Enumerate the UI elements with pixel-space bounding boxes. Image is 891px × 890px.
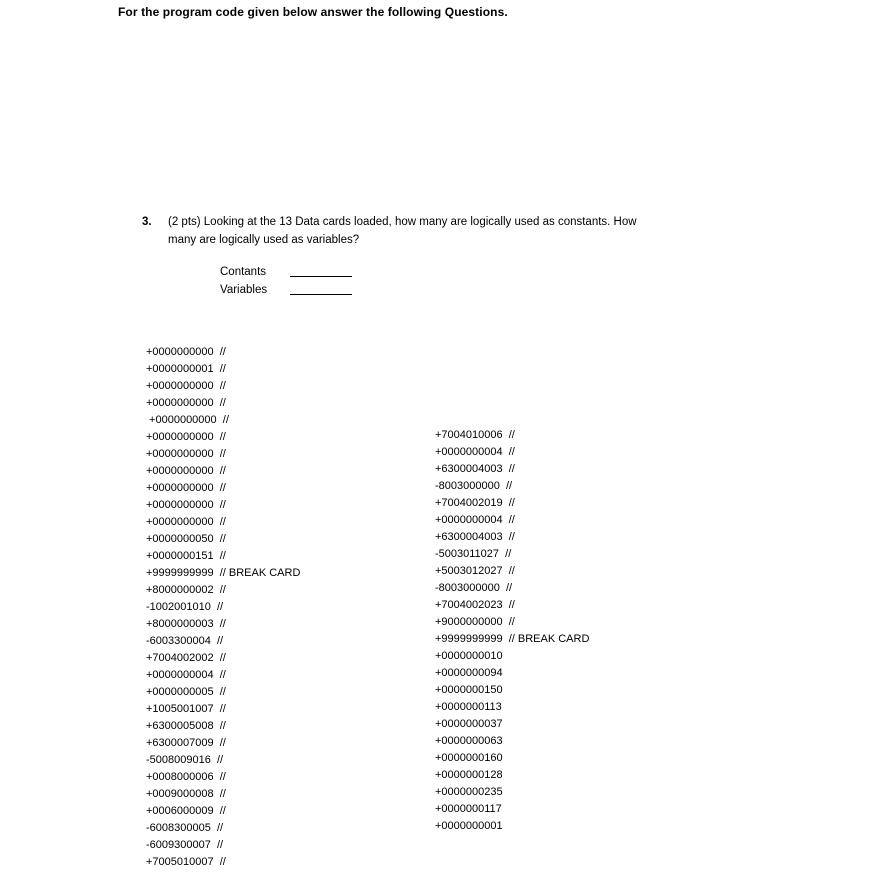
right-card-deck [435, 427, 589, 835]
data-card: +7005010007 // [146, 856, 226, 868]
page-heading: For the program code given below answer the following Questions. [118, 5, 508, 19]
data-card: +0000000004 // [146, 669, 226, 681]
data-card: +8000000003 // [146, 618, 226, 630]
data-card: +0008000006 // [146, 771, 226, 783]
data-card: +0000000005 // [146, 686, 226, 698]
data-card: -6009300007 // [146, 839, 224, 851]
data-card: +8000000002 // [146, 584, 226, 596]
data-card: +7004002019 // [435, 497, 515, 509]
data-card: +0000000004 // [435, 514, 515, 526]
variables-label: Variables [220, 284, 268, 296]
question-text-1: (2 pts) Looking at the 13 Data cards loaded, how many are logically used as constants. How [168, 216, 637, 228]
data-card: +0000000050 // [146, 533, 226, 545]
data-card: +0000000000 // [146, 397, 226, 409]
constants-blank[interactable] [290, 276, 352, 277]
data-card: +7004002002 // [146, 652, 226, 664]
data-card: +6300007009 // [146, 737, 226, 749]
data-card: +0000000001 [435, 820, 503, 832]
data-card: +0006000009 // [146, 805, 226, 817]
data-card: +5003012027 // [435, 565, 515, 577]
break-card: +9999999999 // BREAK CARD [146, 567, 301, 579]
data-card: +1005001007 // [146, 703, 226, 715]
data-card: +0000000063 [435, 735, 503, 747]
data-card: +0000000000 // [146, 465, 226, 477]
data-card: +0000000004 // [435, 446, 515, 458]
data-card: -6003300004 // [146, 635, 224, 647]
data-card: +0000000000 // [146, 448, 226, 460]
left-card-deck [146, 344, 300, 871]
data-card: +0000000160 [435, 752, 503, 764]
data-card: +6300004003 // [435, 463, 515, 475]
variables-answer-row [220, 284, 352, 296]
data-card: -8003000000 // [435, 480, 513, 492]
data-card: +0000000001 // [146, 363, 226, 375]
constants-answer-row [220, 266, 352, 278]
data-card: +6300004003 // [435, 531, 515, 543]
data-card: +0000000113 [435, 701, 502, 713]
question-3 [142, 213, 762, 249]
data-card: +0000000235 [435, 786, 503, 798]
variables-blank[interactable] [290, 294, 352, 295]
break-card: +9999999999 // BREAK CARD [435, 633, 590, 645]
data-card: +0009000008 // [146, 788, 226, 800]
data-card: +0000000000 // [146, 346, 226, 358]
data-card: +0000000037 [435, 718, 503, 730]
data-card: +0000000000 // [146, 414, 229, 426]
data-card: +0000000010 [435, 650, 503, 662]
data-card: +0000000094 [435, 667, 503, 679]
data-card: +0000000000 // [146, 380, 226, 392]
data-card: +7004010006 // [435, 429, 515, 441]
data-card: +0000000150 [435, 684, 503, 696]
data-card: +0000000117 [435, 803, 502, 815]
data-card: -5008009016 // [146, 754, 224, 766]
data-card: -6008300005 // [146, 822, 224, 834]
data-card: -8003000000 // [435, 582, 513, 594]
data-card: +0000000151 // [146, 550, 226, 562]
constants-label: Contants [220, 266, 267, 278]
data-card: +6300005008 // [146, 720, 226, 732]
data-card: -5003011027 // [435, 548, 512, 560]
question-number: 3. [142, 216, 152, 228]
data-card: +0000000000 // [146, 431, 226, 443]
question-line-1 [142, 213, 762, 231]
data-card: +7004002023 // [435, 599, 515, 611]
data-card: +0000000000 // [146, 482, 226, 494]
data-card: -1002001010 // [146, 601, 224, 613]
data-card: +0000000128 [435, 769, 503, 781]
question-line-2: many are logically used as variables? [168, 234, 360, 246]
data-card: +9000000000 // [435, 616, 515, 628]
data-card: +0000000000 // [146, 516, 226, 528]
data-card: +0000000000 // [146, 499, 226, 511]
